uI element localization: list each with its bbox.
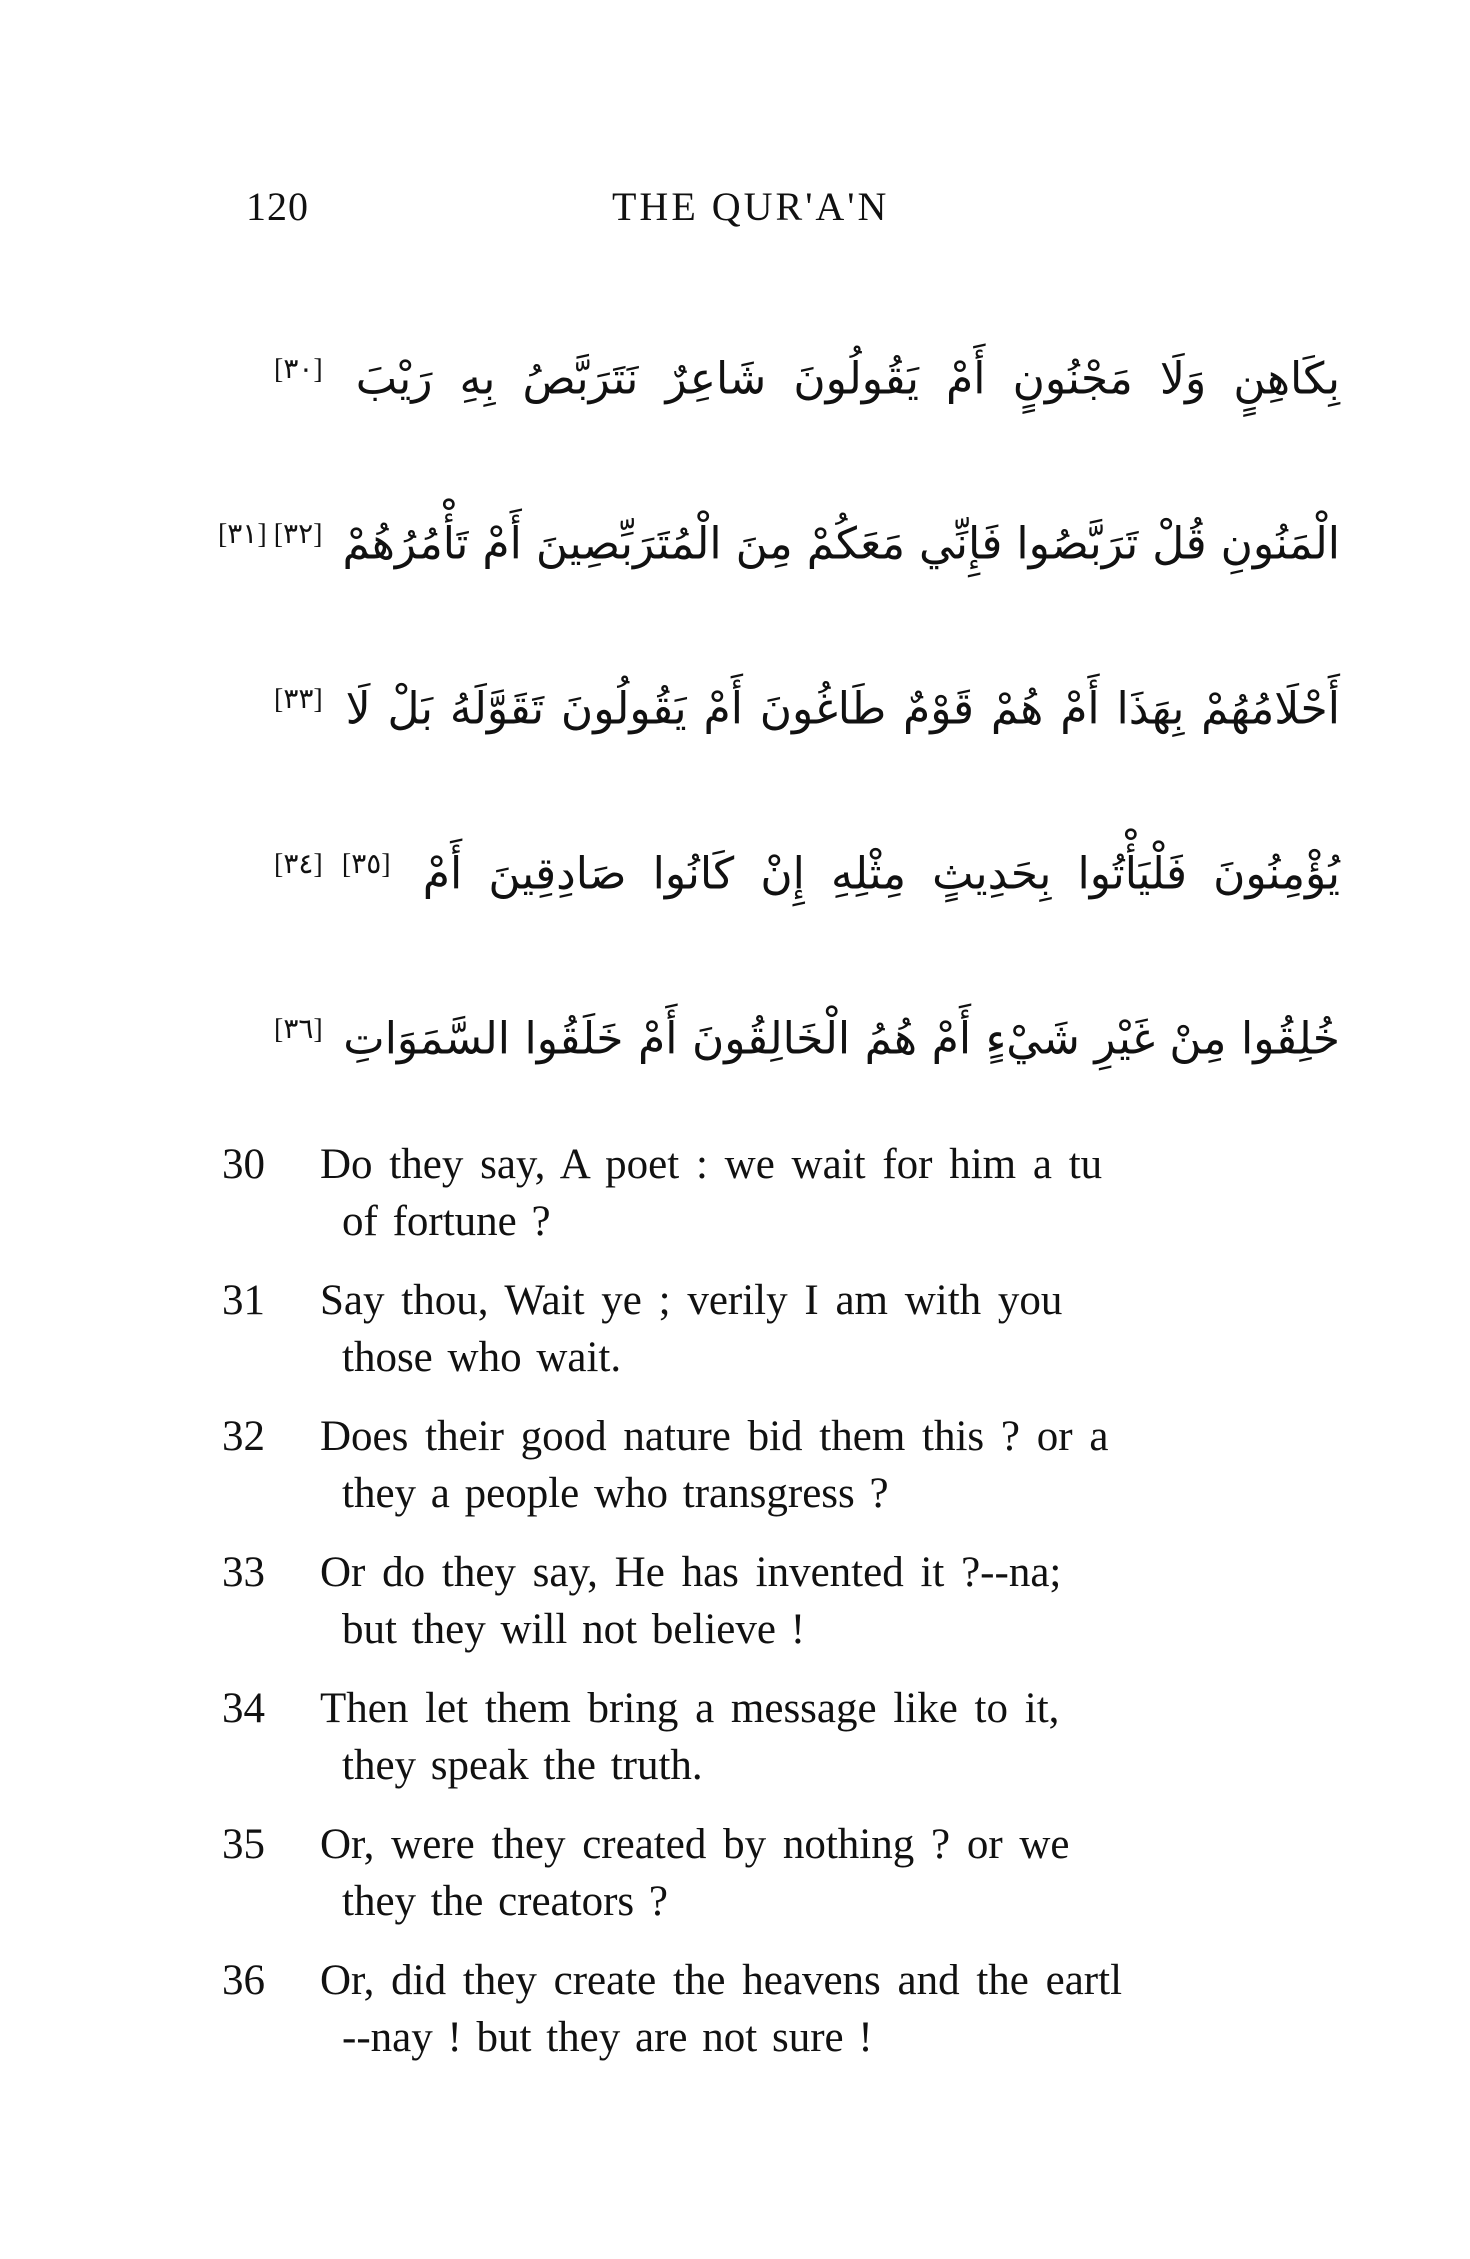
verse-text-line: Do they say, A poet : we wait for him a tu	[320, 1141, 1103, 1188]
verse-text-line: but they will not believe !	[342, 1606, 806, 1653]
verse-text-line: those who wait.	[342, 1334, 622, 1381]
page-number: 120	[246, 184, 309, 229]
verse-number: 33	[222, 1549, 265, 1596]
arabic-line-text: خُلِقُوا مِنْ غَيْرِ شَيْءٍ أَمْ هُمُ الْخَالِقُونَ أَمْ خَلَقُوا السَّمَوَاتِ	[343, 1013, 1340, 1065]
verse-number: 36	[222, 1957, 265, 2004]
arabic-verse-marker: [٣٣]	[274, 684, 323, 715]
verse-text-line: Say thou, Wait ye ; verily I am with you	[320, 1277, 1063, 1324]
verse	[222, 1136, 1302, 1250]
english-translation	[222, 1136, 1302, 2088]
verse-number: 35	[222, 1821, 265, 1868]
verse	[222, 1680, 1302, 1794]
arabic-line-text: يُؤْمِنُونَ فَلْيَأْتُوا بِحَدِيثٍ مِثْلِهِ إِنْ كَانُوا صَادِقِينَ أَمْ	[422, 848, 1340, 900]
verse	[222, 1816, 1302, 1930]
arabic-line-text: الْمَنُونِ قُلْ تَرَبَّصُوا فَإِنِّي مَعَكُمْ مِنَ الْمُتَرَبِّصِينَ أَمْ تَأْمُرُهُمْ	[342, 518, 1340, 570]
running-title: THE QUR'A'N	[612, 184, 890, 229]
verse	[222, 1544, 1302, 1658]
verse	[222, 1408, 1302, 1522]
verse-text-line: of fortune ?	[342, 1198, 551, 1245]
verse	[222, 1952, 1302, 2066]
verse	[222, 1272, 1302, 1386]
verse-number: 32	[222, 1413, 265, 1460]
verse-text-line: Or, did they create the heavens and the eartl	[320, 1957, 1123, 2004]
verse-text-line: Does their good nature bid them this ? or a	[320, 1413, 1109, 1460]
arabic-line	[268, 960, 1340, 1125]
arabic-verse-marker: [٣٤] [٣٥]	[274, 849, 391, 880]
arabic-line	[268, 300, 1340, 465]
verse-text-line: Then let them bring a message like to it,	[320, 1685, 1060, 1732]
arabic-text-block	[217, 300, 1340, 1125]
arabic-line	[217, 465, 1340, 630]
verse-text-line: they speak the truth.	[342, 1742, 703, 1789]
arabic-line	[268, 795, 1340, 960]
arabic-line-text: أَحْلَامُهُمْ بِهَذَا أَمْ هُمْ قَوْمٌ طَاغُونَ أَمْ يَقُولُونَ تَقَوَّلَهُ بَلْ لَا	[345, 683, 1340, 735]
verse-text-line: --nay ! but they are not sure !	[342, 2014, 873, 2061]
verse-text-line: they the creators ?	[342, 1878, 668, 1925]
verse-text-line: they a people who transgress ?	[342, 1470, 889, 1517]
page-header	[0, 183, 1470, 243]
arabic-line-text: بِكَاهِنٍ وَلَا مَجْنُونٍ أَمْ يَقُولُونَ شَاعِرٌ نَتَرَبَّصُ بِهِ رَيْبَ	[355, 353, 1340, 405]
verse-number: 30	[222, 1141, 265, 1188]
arabic-verse-marker: [٣٦]	[274, 1014, 323, 1045]
arabic-verse-marker: [٣١] [٣٢]	[217, 519, 323, 550]
verse-text-line: Or do they say, He has invented it ?--na;	[320, 1549, 1062, 1596]
arabic-line	[268, 630, 1340, 795]
verse-number: 31	[222, 1277, 265, 1324]
verse-number: 34	[222, 1685, 265, 1732]
verse-text-line: Or, were they created by nothing ? or we	[320, 1821, 1070, 1868]
arabic-verse-marker: [٣٠]	[274, 354, 323, 385]
